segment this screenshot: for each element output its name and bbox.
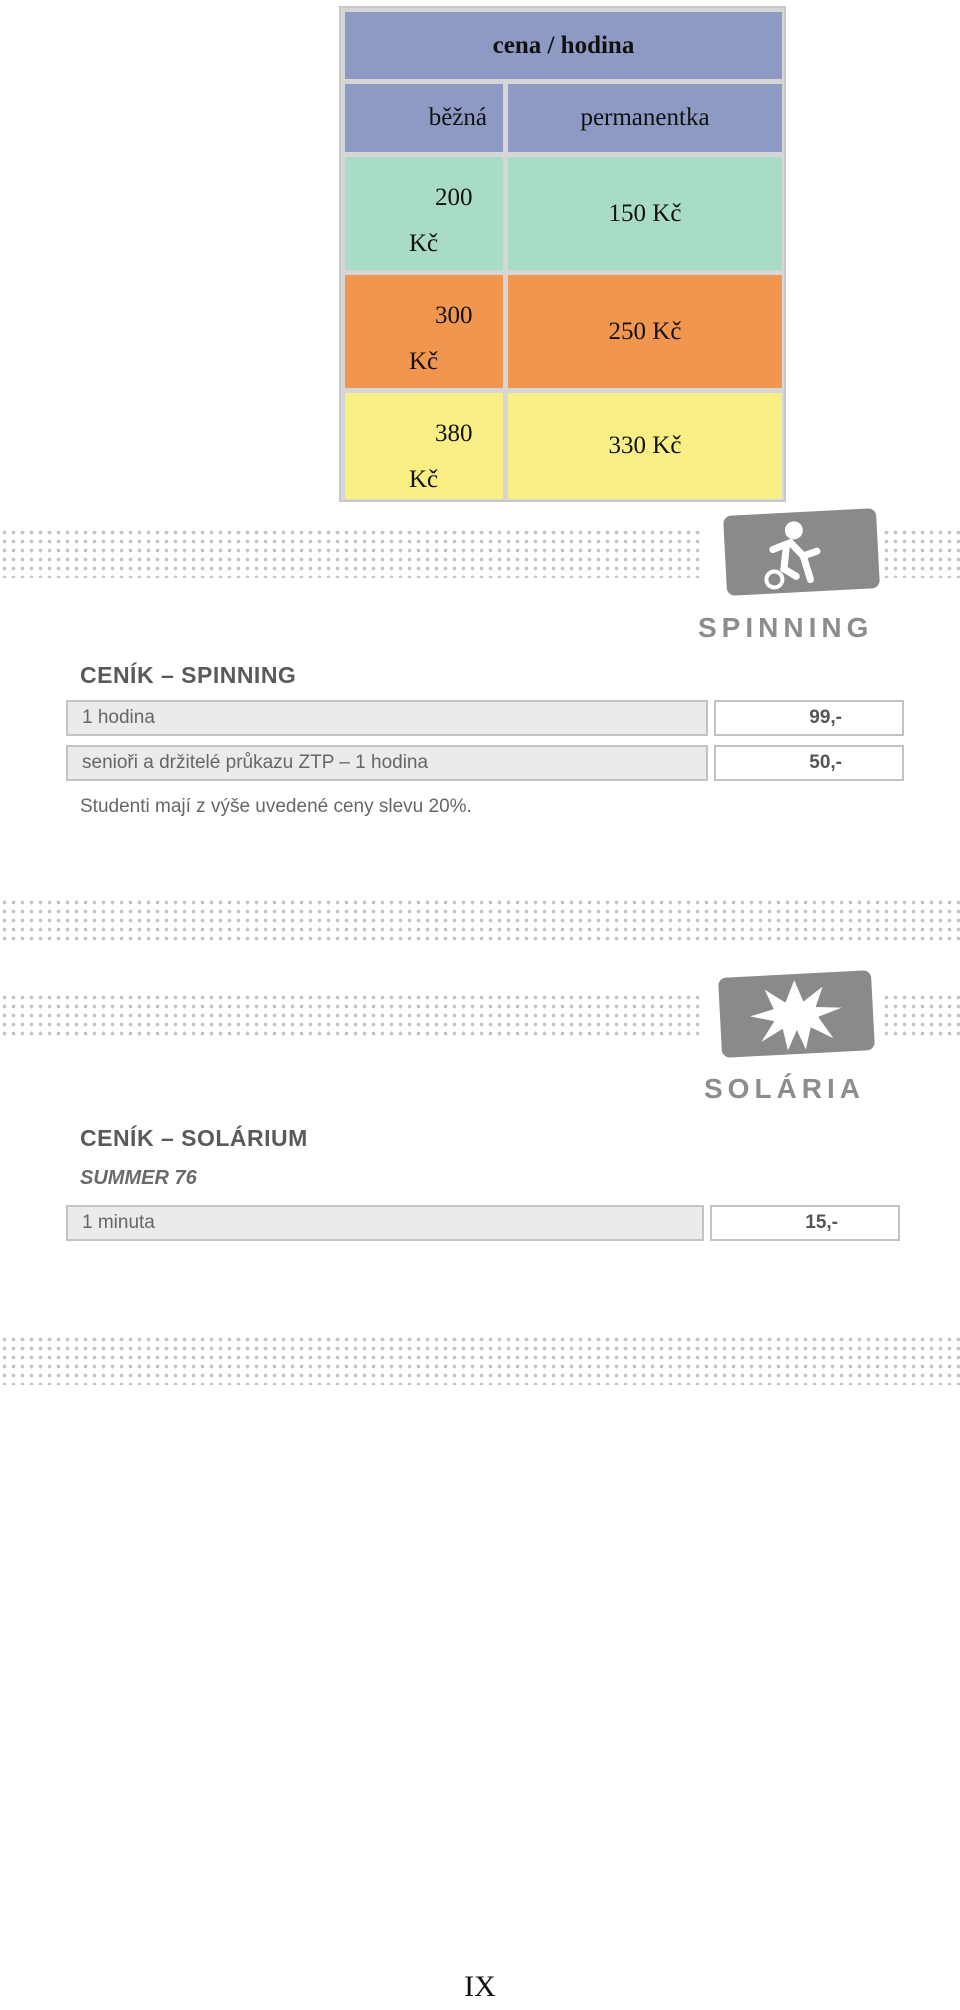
price-cell-regular xyxy=(345,275,503,388)
price-amount: 200 xyxy=(435,184,473,211)
price-currency: Kč xyxy=(409,230,439,257)
solarium-logo-tile xyxy=(718,970,875,1058)
solarium-logo-text: SOLÁRIA xyxy=(704,1073,865,1104)
page-number: IX xyxy=(464,1970,496,2003)
spinning-title: CENÍK – SPINNING xyxy=(80,662,297,688)
spinning-logo-text: SPINNING xyxy=(698,612,874,643)
price-row-value: 99,- xyxy=(714,700,904,736)
dotted-band xyxy=(0,1335,960,1385)
solarium-subtitle: SUMMER 76 xyxy=(80,1167,197,1189)
price-row-label: senioři a držitelé průkazu ZTP – 1 hodina xyxy=(66,745,708,781)
price-row-label: 1 hodina xyxy=(66,700,708,736)
student-discount-note: Studenti mají z výše uvedené ceny slevu 20%. xyxy=(80,796,472,817)
price-row-label: 1 minuta xyxy=(66,1205,704,1241)
price-amount: 380 xyxy=(435,420,473,447)
price-row-value: 15,- xyxy=(710,1205,900,1241)
price-cell-pass: 330 Kč xyxy=(508,393,782,499)
price-row-value: 50,- xyxy=(714,745,904,781)
price-currency: Kč xyxy=(409,348,439,375)
price-currency: Kč xyxy=(409,466,439,493)
sunburst-icon xyxy=(718,970,875,1058)
column-header-regular: běžná xyxy=(345,84,503,152)
price-table xyxy=(339,6,786,502)
price-amount: 300 xyxy=(435,302,473,329)
price-cell-pass: 250 Kč xyxy=(508,275,782,388)
price-cell-regular xyxy=(345,157,503,270)
solarium-title: CENÍK – SOLÁRIUM xyxy=(80,1125,308,1151)
column-header-pass: permanentka xyxy=(508,84,782,152)
spinning-logo-tile xyxy=(723,508,880,596)
price-table-header: cena / hodina xyxy=(345,12,782,79)
price-cell-pass: 150 Kč xyxy=(508,157,782,270)
price-cell-regular xyxy=(345,393,503,499)
dotted-band xyxy=(0,898,960,944)
cyclist-icon xyxy=(723,508,880,596)
